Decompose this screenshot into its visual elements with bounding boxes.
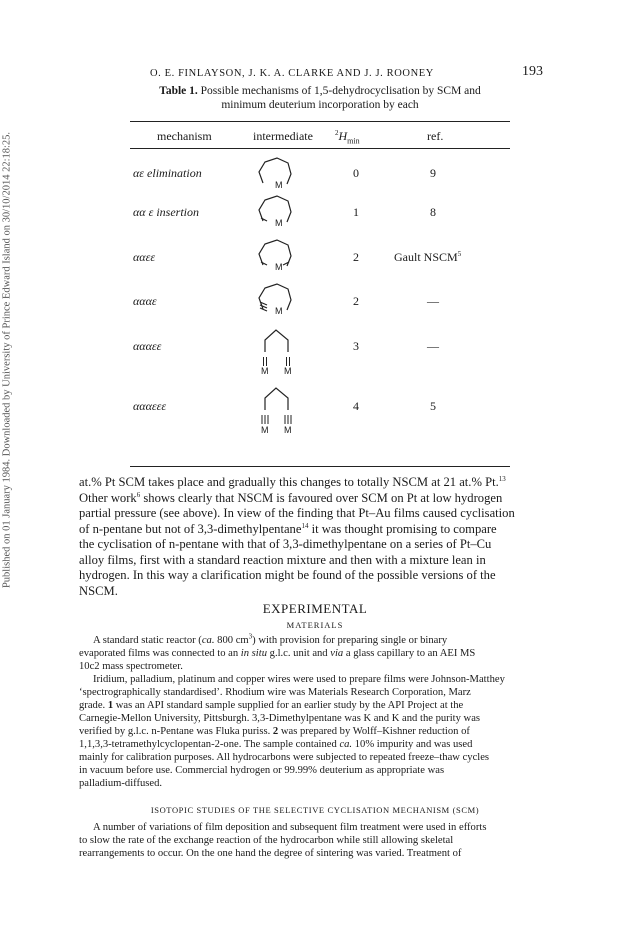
text-run: verified by g.l.c. n-Pentane was Fluka puriss. [79,726,273,737]
intro-line [79,475,551,491]
reference-superscript: 6 [136,490,141,499]
text-run: A standard static reactor ( [93,635,202,646]
row2-hmin: 1 [353,205,359,219]
materials-subheading: MATERIALS [286,620,344,630]
intro-paragraph [79,475,551,599]
row5-metal-right: M [284,366,292,376]
text-run: shows clearly that NSCM is favoured over SCM on Pt at low hydrogen [140,490,503,505]
table-caption [130,84,510,112]
intro-line: the cyclisation of n-pentane with that of 3,3-dimethylpentane on a series of Pt–Cu [79,537,492,551]
row6-ref: 5 [430,399,436,413]
table-caption-line1: Possible mechanisms of 1,5-dehydrocyclisation by SCM and [200,85,481,97]
text-run: of n-pentane but not of 3,3-dimethylpentane [79,521,302,536]
row3-cycloalkyl-intermediate [257,237,297,280]
compound-number: 1 [107,700,114,711]
row4-mechanism: αααε [133,294,157,308]
row6-hmin: 4 [353,399,359,413]
para-line: mainly for calibration purposes. All hydrocarbons were subjected to repeated freeze–thaw cycles [79,752,490,763]
para-line: in vacuum before use. Commercial hydrogen or 99.99% deuterium as appropriate was [79,765,445,776]
row1-hmin: 0 [353,166,359,180]
row5-ref: — [427,339,439,353]
running-head: O. E. FINLAYSON, J. K. A. CLARKE AND J. J. ROONEY [150,68,434,79]
row4-metal-label: M [275,306,283,316]
isotopic-paragraph [79,821,551,860]
row6-mechanism: αααεεε [133,399,167,413]
row6-metal-left: M [261,425,269,435]
row1-mechanism: αε elimination [133,166,202,180]
row1-cycloalkyl-intermediate [257,155,297,198]
row3-hmin: 2 [353,250,359,264]
row2-metal-label: M [275,218,283,228]
text-run: ca. [339,739,353,750]
text-run: it was thought promising to compare [308,521,497,536]
para-line [79,634,551,647]
materials-paragraph-1 [79,634,551,673]
intro-line: hydrogen. In this way a clarification might be found of the possible versions of the [79,568,496,582]
row3-ref-text: Gault NSCM [394,250,458,264]
intro-line: NSCM. [79,583,118,598]
para-line: Iridium, palladium, platinum and copper wires were used to prepare films were Johnson-Matthey [93,674,505,685]
para-line: Carnegie-Mellon University, Pittsburgh. 3,3-Dimethylpentane was K and K and the purity was [79,713,481,724]
intro-line [79,522,551,538]
table-label: Table 1. [159,85,198,97]
intro-line: alloy films, first with a standard reaction mixture and then with a mixture lean in [79,552,486,567]
text-run: 800 cm [214,635,249,646]
row5-metal-left: M [261,366,269,376]
row3-ref-sup: 5 [457,250,462,258]
column-header-hmin [335,129,360,145]
reference-superscript: 13 [498,474,506,483]
text-run: % Pt. [471,475,499,489]
row4-ref: — [427,294,439,308]
para-line: 10c2 mass spectrometer. [79,661,183,672]
row1-metal-label: M [275,180,283,190]
table-bottom-rule [130,466,510,467]
download-provenance-note [0,120,18,600]
para-line [79,647,551,660]
para-line: A number of variations of film deposition and subsequent film treatment were used in efforts [93,822,487,833]
text-run: was prepared by Wolff–Kishner reduction of [278,726,470,737]
intro-line [79,491,551,507]
column-header-ref: ref. [427,129,444,143]
table-header-rule [130,148,510,149]
text-run: 10% impurity and was used [352,739,473,750]
text-run: a glass capillary to an AEI MS [343,648,476,659]
para-line: ‘spectrographically standardised’. Rhodium wire was Materials Research Corporation, Marz [79,687,471,698]
text-run: g.l.c. unit and [267,648,331,659]
hmin-subscript: min [347,136,360,146]
hmin-superscript: 2 [335,129,339,137]
row3-mechanism: ααεε [133,250,156,264]
materials-paragraph-2 [79,673,551,790]
row2-cycloalkyl-intermediate [257,193,297,236]
row1-ref: 9 [430,166,436,180]
row3-metal-label: M [275,262,283,272]
text-run: at. [79,475,92,489]
row2-mechanism: αα ε insertion [133,205,199,219]
page-number: 193 [522,64,543,79]
row6-metal-right: M [284,425,292,435]
text-run: Other work [79,490,137,505]
text-run: was an API standard sample supplied for an earlier study by the API Project at the [113,700,464,711]
para-line [79,725,551,738]
text-run: grade. [79,700,108,711]
experimental-heading: EXPERIMENTAL [262,601,368,616]
row4-hmin: 2 [353,294,359,308]
hmin-symbol: H [338,129,348,143]
para-line: palladium-diffused. [79,778,163,789]
row5-mechanism: αααεε [133,339,162,353]
para-line [79,699,551,712]
download-provenance-text: Published on 01 January 1984. Downloaded by University of Prince Edward Island on 30/10/2014 22:18:25. [1,131,13,589]
row2-ref: 8 [430,205,436,219]
row4-cycloalkyl-intermediate [257,281,297,324]
para-line [79,738,551,751]
para-line: to slow the rate of the exchange reaction of the hydrocarbon while still allowing skeletal [79,835,454,846]
row5-dicarbene-intermediate [257,326,297,379]
text-run: % Pt SCM takes place and gradually this changes to totally NSCM at 21 at. [91,475,472,489]
text-run: ca. [201,635,215,646]
text-run: evaporated films was connected to an [79,648,241,659]
table-top-rule [130,121,510,122]
text-run: in situ [240,648,267,659]
isotopic-studies-heading: ISOTOPIC STUDIES OF THE SELECTIVE CYCLISATION MECHANISM (SCM) [150,805,480,815]
text-run: ) with provision for preparing single or binary [252,635,448,646]
row3-ref [394,250,461,265]
text-run: via [330,648,344,659]
intro-line: partial pressure (see above). In view of the finding that Pt–Au films caused cyclisation [79,506,515,520]
row5-hmin: 3 [353,339,359,353]
superscript: 3 [248,632,253,641]
table-caption-line2: minimum deuterium incorporation by each [221,99,419,111]
column-header-intermediate: intermediate [253,129,313,143]
row6-dicarbyne-intermediate [257,383,297,438]
reference-superscript: 14 [301,521,309,530]
text-run: 1,1,3,3-tetramethylcyclopentan-2-one. The sample contained [79,739,340,750]
compound-number: 2 [272,726,279,737]
para-line: rearrangements to occur. On the one hand the degree of sintering was varied. Treatment of [79,848,462,859]
column-header-mechanism: mechanism [157,129,212,143]
